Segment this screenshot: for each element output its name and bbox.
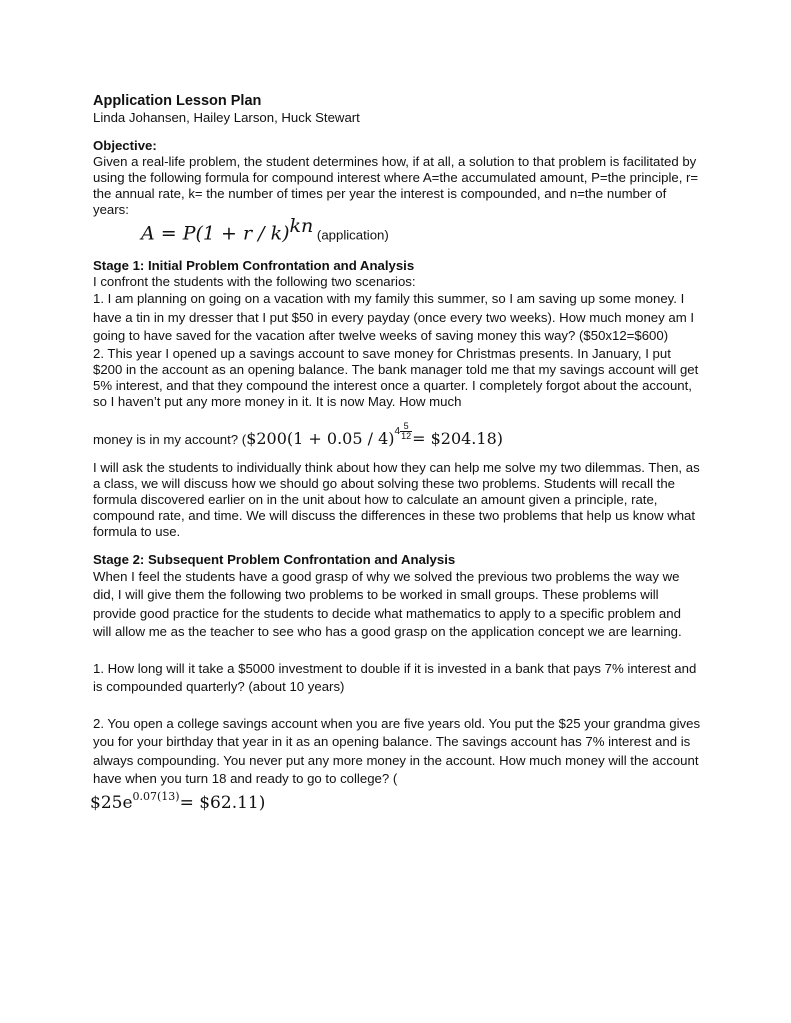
doc-authors: Linda Johansen, Hailey Larson, Huck Stewart	[93, 110, 360, 125]
formula2-exp-den: 12	[401, 430, 412, 441]
stage2-section	[90, 551, 701, 813]
problem-1: 1. How long will it take a $5000 investment to double if it is invested in a bank that pays 7% interest and is compounded quarterly? (about 10 years)	[93, 660, 697, 695]
formula2-exponent	[395, 422, 413, 441]
document-page	[90, 92, 701, 813]
formula2-exp-num: 5	[400, 422, 412, 432]
scenario-2-question	[93, 422, 701, 448]
stage2-intro: When I feel the students have a good grasp of why we solved the previous two problems the way we did, I will give them the following two problems to be worked in small groups. These problems will provide good practice for the students to decide what mathematics to apply to a specific problem and will allow me as the teacher to see who has a good grasp on the application concept we are learning.	[93, 568, 682, 640]
formula3-base: $25e	[90, 792, 133, 813]
stage1-heading: Stage 1: Initial Problem Confrontation and Analysis	[93, 258, 415, 273]
formula2-exp-whole: 4	[394, 425, 401, 437]
scenario-1: 1. I am planning on going on a vacation with my family this summer, so I am saving up some money. I have a tin in my dresser that I put $50 in every payday (once every two weeks). How much money am I going to have saved for the vacation after twelve weeks of saving money this way? ($50x12=$600)	[93, 291, 695, 343]
formula-lhs: A = P(1 + r / k)	[141, 222, 290, 245]
formula3-line	[90, 789, 701, 812]
objective-heading: Objective:	[93, 138, 157, 153]
doc-title: Application Lesson Plan	[93, 93, 262, 109]
compound-interest-formula	[141, 215, 701, 246]
scenario-2: 2. This year I opened up a savings account to save money for Christmas presents. In January, I put $200 in the account as an opening balance. The bank manager told me that my savings account will get 5% interest, and that they compound the interest once a quarter. I completely forgot about the account, so I haven’t put any more money in it. It is now May. How much	[93, 345, 699, 409]
formula3-result: = $62.11)	[179, 792, 266, 813]
formula3-exponent: 0.07(13)	[132, 789, 180, 803]
objective-section	[93, 138, 701, 246]
problem-2: 2. You open a college savings account when you are five years old. You put the $25 your grandma gives you for your birthday that year in it as an opening balance. The savings account has 7% interest and is always compounding. You never put any more money in the account. How much money will the account have when you turn 18 and ready to go to college? (	[93, 715, 701, 787]
scenario-2-end: money is in my account? (	[93, 431, 247, 447]
stage1-section	[93, 258, 701, 540]
formula2-result: = $204.18)	[412, 428, 503, 448]
objective-text: Given a real-life problem, the student determines how, if at all, a solution to that problem is facilitated by using the following formula for compound interest where A=the accumulated amount, P=the principle, r= the annual rate, k= the number of times per year the interest is compounded, and n=the number of years:	[93, 154, 699, 217]
stage2-heading: Stage 2: Subsequent Problem Confrontation and Analysis	[93, 551, 456, 567]
stage1-discussion: I will ask the students to individually think about how they can help me solve my two dilemmas. Then, as a class, we will discuss how we should go about solving these two problems. Students will recall the formula discovered earlier on in the unit about how to calculate an amount given a principle, rate, compound rate, and time. We will discuss the differences in these two problems that help us know what formula to use.	[93, 459, 700, 539]
stage1-intro: I confront the students with the following two scenarios:	[93, 274, 416, 289]
formula-exponent: kn	[289, 215, 314, 237]
formula2-base: $200(1 + 0.05 / 4)	[246, 428, 395, 448]
formula2-exp-fraction	[400, 422, 412, 441]
formula-note: (application)	[316, 227, 389, 243]
